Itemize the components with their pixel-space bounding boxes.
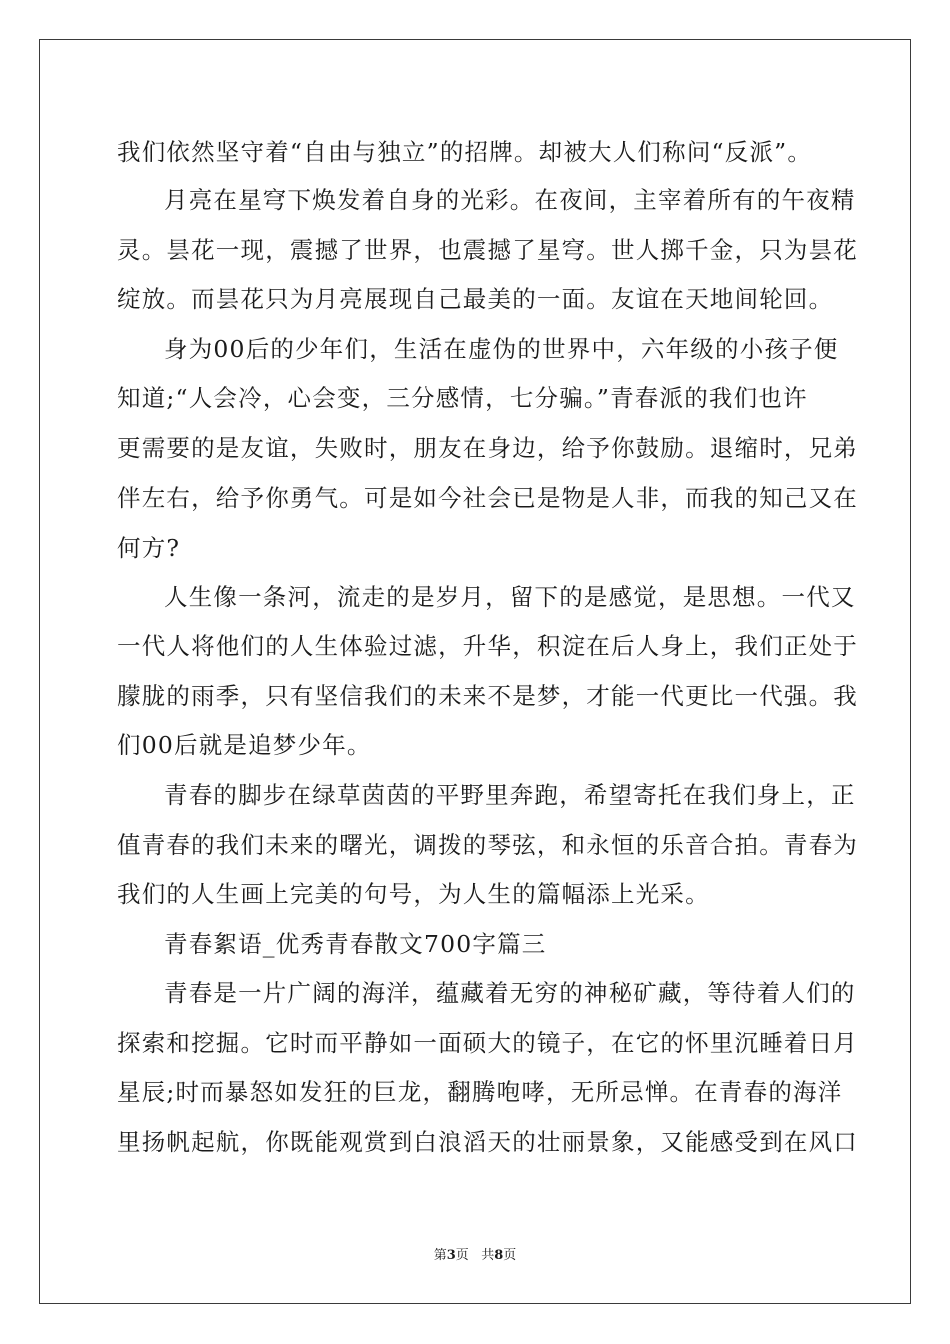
text-line: 何方? [117,534,181,562]
text-line: 星辰;时而暴怒如发狂的巨龙，翻腾咆哮，无所忌惮。在青春的海洋 [117,1078,843,1106]
text-line: 值青春的我们未来的曙光，调拨的琴弦，和永恒的乐音合拍。青春为 [117,831,858,859]
text-line: 知道;“人会冷，心会变，三分感情，七分骗。”青春派的我们也许 [117,384,808,412]
text-line: 绽放。而昙花只为月亮展现自己最美的一面。友谊在天地间轮回。 [117,285,834,313]
text-line: 一代人将他们的人生体验过滤，升华，积淀在后人身上，我们正处于 [117,632,858,660]
section-heading: 青春絮语_优秀青春散文700字篇三 [164,930,547,958]
footer-page-suffix: 页 [455,1248,469,1263]
footer-total-prefix: 共 [481,1248,495,1263]
text-line: 月亮在星穹下焕发着自身的光彩。在夜间，主宰着所有的午夜精 [164,186,856,214]
page-border [39,39,911,1304]
total-pages-number: 8 [494,1248,504,1263]
text-line: 青春的脚步在绿草茵茵的平野里奔跑，希望寄托在我们身上，正 [164,781,856,809]
text-line: 伴左右，给予你勇气。可是如今社会已是物是人非，而我的知己又在 [117,484,858,512]
text-line: 人生像一条河，流走的是岁月，留下的是感觉，是思想。一代又 [164,583,856,611]
text-line: 青春是一片广阔的海洋，蕴藏着无穷的神秘矿藏，等待着人们的 [164,979,856,1007]
text-line: 里扬帆起航，你既能观赏到白浪滔天的壮丽景象，又能感受到在风口 [117,1128,858,1156]
text-line: 更需要的是友谊，失败时，朋友在身边，给予你鼓励。退缩时，兄弟 [117,434,858,462]
text-line: 灵。昙花一现，震撼了世界，也震撼了星穹。世人掷千金，只为昙花 [117,236,858,264]
page-footer [0,1246,950,1266]
text-line: 们00后就是追梦少年。 [117,731,372,759]
text-line: 我们的人生画上完美的句号，为人生的篇幅添上光采。 [117,880,710,908]
text-line: 身为00后的少年们，生活在虚伪的世界中，六年级的小孩子便 [164,335,839,363]
current-page-number: 3 [446,1248,456,1263]
text-line: 朦胧的雨季，只有坚信我们的未来不是梦，才能一代更比一代强。我 [117,682,858,710]
text-line: 我们依然坚守着“自由与独立”的招牌。却被大人们称问“反派”。 [117,138,813,166]
text-line: 探索和挖掘。它时而平静如一面硕大的镜子，在它的怀里沉睡着日月 [117,1029,858,1057]
footer-prefix: 第 [433,1248,447,1263]
footer-total-suffix: 页 [503,1248,517,1263]
